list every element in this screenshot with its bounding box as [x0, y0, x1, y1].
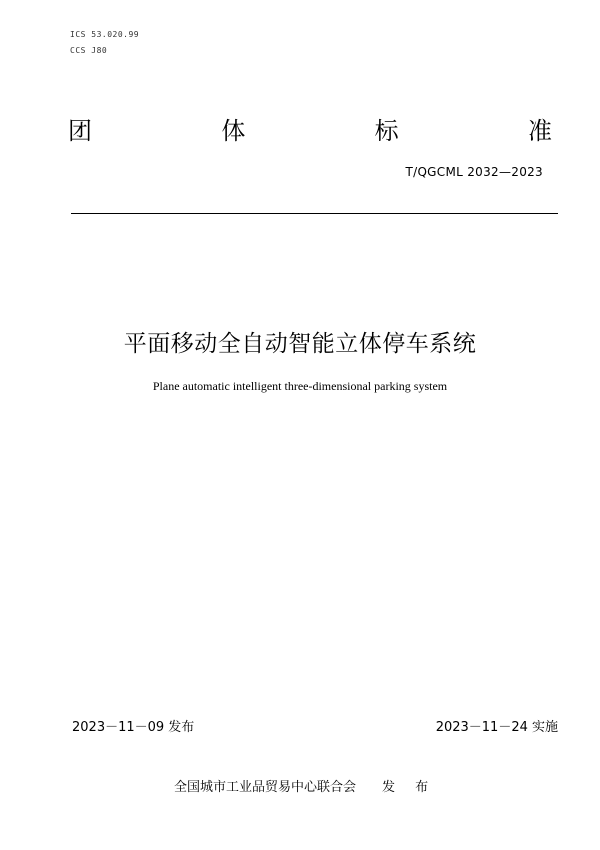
standard-type-char: 团	[68, 117, 92, 145]
ccs-code: CCS J80	[70, 46, 108, 55]
standard-type-heading	[68, 116, 552, 146]
issue-date: 2023－11－09 发布	[72, 720, 195, 735]
publisher-line	[174, 776, 436, 795]
publisher-name: 全国城市工业品贸易中心联合会	[174, 780, 357, 795]
standard-number: T/QGCML 2032—2023	[405, 165, 543, 179]
standard-type-char: 体	[221, 117, 246, 145]
ics-code: ICS 53.020.99	[70, 30, 140, 39]
standard-type-char: 准	[527, 117, 552, 145]
title-chinese: 平面移动全自动智能立体停车系统	[123, 331, 477, 357]
standard-type-char: 标	[374, 117, 399, 145]
header-divider	[71, 213, 558, 214]
publish-label: 发 布	[382, 780, 437, 795]
title-english: Plane automatic intelligent three-dimensional parking system	[152, 379, 448, 393]
implementation-date: 2023－11－24 实施	[435, 720, 558, 735]
